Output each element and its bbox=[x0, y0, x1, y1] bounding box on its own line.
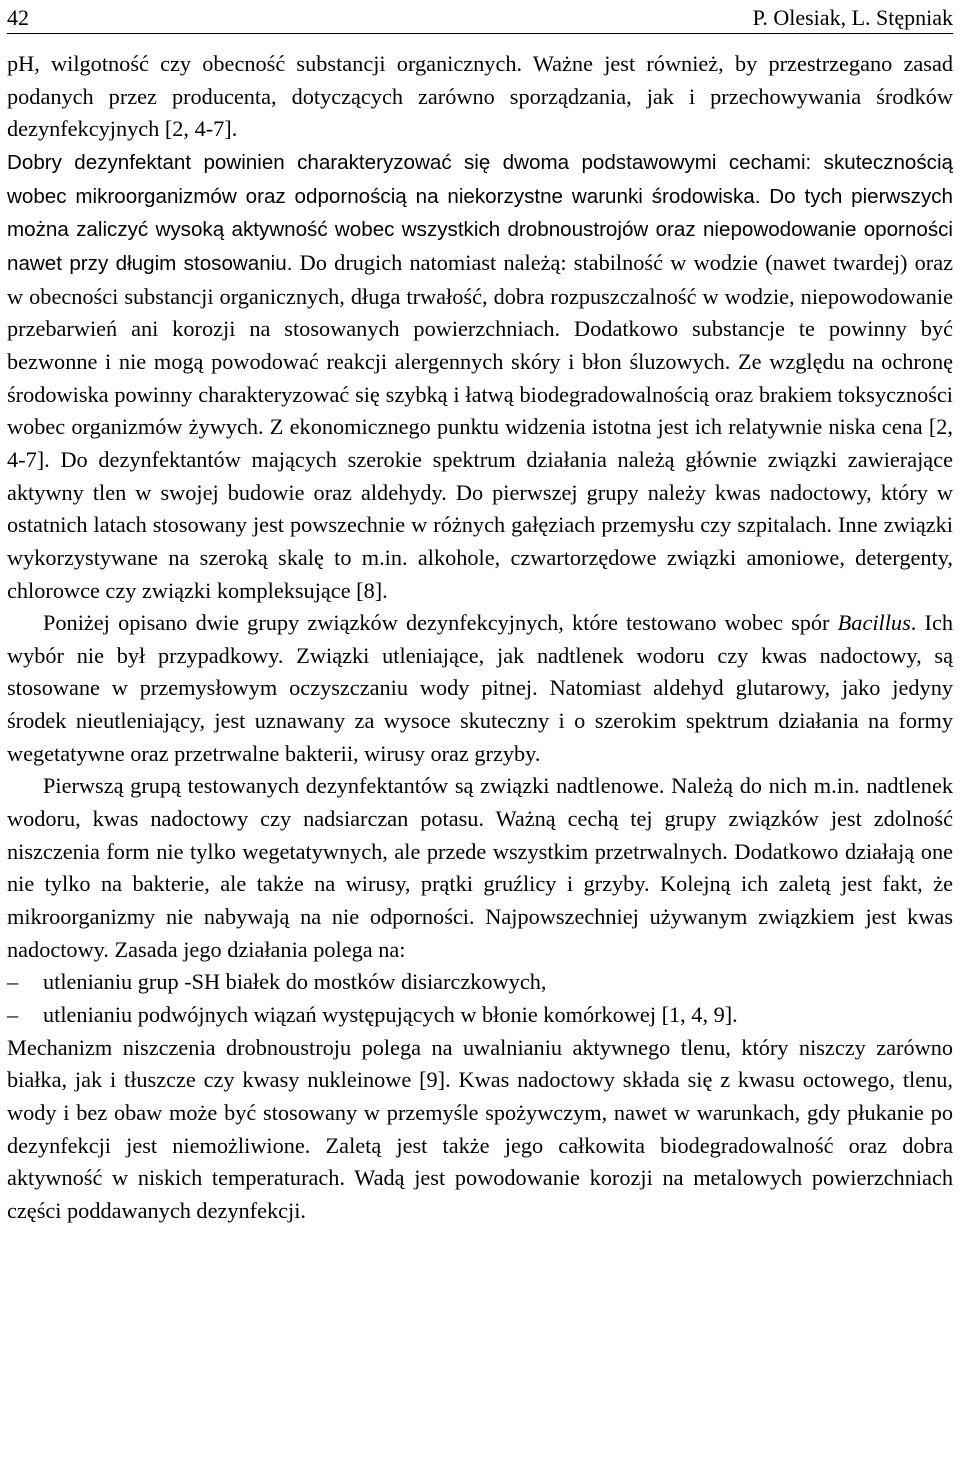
paragraph-3-part-b: . Ich wybór nie był przypadkowy. Związki utleniające, jak nadtlenek wodoru czy kwas nadoctowy, są stosowane w przemysłowym oczyszczaniu wody pitnej. Natomiast aldehyd glutarowy, jako jedyny środek nieutleniający, jest uznawany za wysoce skuteczny i o szerokim spektrum działania na formy wegetatywne oraz przetrwalne bakterii, wirusy oraz grzyby. bbox=[7, 610, 953, 766]
list-dash: – bbox=[7, 1002, 19, 1028]
paragraph-3-part-a: Poniżej opisano dwie grupy związków dezynfekcyjnych, które testowano wobec spór bbox=[43, 610, 838, 636]
paragraph-2 bbox=[7, 146, 953, 607]
paragraph-5: Mechanizm niszczenia drobnoustroju polega na uwalnianiu aktywnego tlenu, który niszczy zarówno białka, jak i tłuszcze czy kwasy nukleinowe [9]. Kwas nadoctowy składa się z kwasu octowego, tlenu, wody i bez obaw może być stosowany w przemyśle spożywczym, nawet w warunkach, gdy płukanie po dezynfekcji jest niemożliwione. Zaletą jest także jego całkowita biodegradowalność oraz dobra aktywność w niskich temperaturach. Wadą jest powodowanie korozji na metalowych powierzchniach części poddawanych dezynfekcji. bbox=[7, 1034, 953, 1223]
paragraph-2-sans-part: Dobry dezynfektant powinien charakteryzować się dwoma podstawowymi cechami: skutecznością wobec mikroorganizmów oraz odpornością na niekorzystne warunki środowiska. Do tych pierwszych można zaliczyć wysoką aktywność wobec wszystkich drobnoustrojów oraz niepowodowanie oporności nawet przy długim stosowaniu. bbox=[7, 150, 953, 275]
paragraph-2-serif-part: Do drugich natomiast należą: stabilność w wodzie (nawet twardej) oraz w obecności substancji organicznych, długa trwałość, dobra rozpuszczalność w wodzie, niepowodowanie przebarwień ani korozji na stosowanych powierzchniach. Dodatkowo substancje te powinny być bezwonne i nie mogą powodować reakcji alergennych skóry i błon śluzowych. Ze względu na ochronę środowiska powinny charakteryzować się szybką i łatwą biodegradowalnością oraz brakiem toksyczności wobec organizmów żywych. Z ekonomicznego punktu widzenia istotna jest ich relatywnie niska cena [2, 4-7]. Do dezynfektantów mających szerokie spektrum działania należą głównie związki zawierające aktywny tlen w swojej budowie oraz aldehydy. Do pierwszej grupy należy kwas nadoctowy, który w ostatnich latach stosowany jest powszechnie w różnych gałęziach przemysłu czy szpitalach. Inne związki wykorzystywane na szeroką skalę to m.in. alkohole, czwartorzędowe związki amoniowe, detergenty, chlorowce czy związki kompleksujące [8]. bbox=[7, 249, 953, 603]
paragraph-3 bbox=[7, 607, 953, 770]
document-page bbox=[7, 0, 953, 1228]
list-dash: – bbox=[7, 969, 19, 995]
running-header bbox=[7, 0, 953, 34]
running-header-authors: P. Olesiak, L. Stępniak bbox=[752, 5, 953, 30]
list-item-text: utlenianiu grup -SH białek do mostków disiarczkowych, bbox=[43, 969, 547, 995]
paragraph-4: Pierwszą grupą testowanych dezynfektantów są związki nadtlenowe. Należą do nich m.in. nadtlenek wodoru, kwas nadoctowy czy nadsiarczan potasu. Ważną cechą tej grupy związków jest zdolność niszczenia form nie tylko wegetatywnych, ale przede wszystkim przetrwalnych. Dodatkowo działają one nie tylko na bakterie, ale także na wirusy, prątki gruźlicy i grzyby. Kolejną ich zaletą jest fakt, że mikroorganizmy nie nabywają na nie odporności. Najpowszechniej używanym związkiem jest kwas nadoctowy. Zasada jego działania polega na: bbox=[7, 773, 953, 962]
list-item bbox=[7, 966, 953, 999]
paragraph-1: pH, wilgotność czy obecność substancji organicznych. Ważne jest również, by przestrzegano zasad podanych przez producenta, dotyczących zarówno sporządzania, jak i przechowywania środków dezynfekcyjnych [2, 4-7]. bbox=[7, 51, 953, 142]
page-number: 42 bbox=[7, 5, 29, 30]
list-item-text: utlenianiu podwójnych wiązań występujących w błonie komórkowej [1, 4, 9]. bbox=[43, 1002, 738, 1028]
list-item bbox=[7, 999, 953, 1032]
mechanism-list bbox=[7, 966, 953, 1031]
paragraph-3-italic-genus: Bacillus bbox=[837, 610, 911, 636]
